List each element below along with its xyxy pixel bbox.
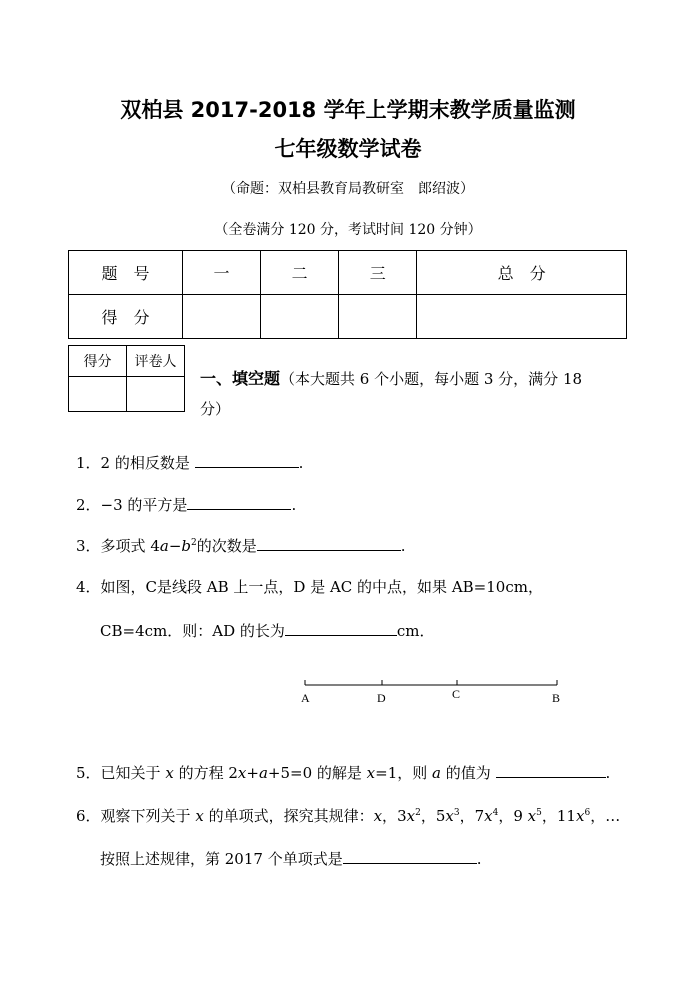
question-6-line2: 按照上述规律，第 2017 个单项式是 . bbox=[100, 850, 482, 868]
score-value-cell[interactable] bbox=[339, 295, 417, 339]
exam-note: （全卷满分 120 分，考试时间 120 分钟） bbox=[214, 222, 482, 238]
score-header-cell: 一 bbox=[183, 251, 261, 295]
score-header-cell: 二 bbox=[261, 251, 339, 295]
section-desc: （本大题共 6 个小题，每小题 3 分，满分 18 bbox=[280, 370, 583, 388]
question-4 bbox=[76, 576, 543, 597]
question-6: 6．观察下列关于 x 的单项式，探究其规律：x，$3x^2$，$5x^3$，$7x^4$，9 $x^5$，$11x^6$，… bbox=[76, 807, 621, 825]
score-table bbox=[68, 250, 627, 339]
question-text: 2 的相反数是 bbox=[100, 454, 190, 472]
score-header-cell: 题 号 bbox=[69, 251, 183, 295]
question-3: 3．多项式 $4a-b^2$的次数是 . bbox=[76, 537, 406, 555]
question-text: −3 的平方是 bbox=[100, 496, 188, 514]
grader-table bbox=[68, 345, 185, 412]
grader-score-label: 得分 bbox=[69, 346, 127, 377]
author-note: （命题：双柏县教育局教研室 郎绍波） bbox=[222, 181, 474, 197]
score-value-row bbox=[69, 295, 627, 339]
section-title: 一、填空题 bbox=[200, 369, 281, 388]
question-number: 3． bbox=[76, 537, 101, 555]
question-number: 1． bbox=[76, 454, 101, 472]
score-value-cell[interactable] bbox=[261, 295, 339, 339]
score-value-cell[interactable] bbox=[183, 295, 261, 339]
score-header-row bbox=[69, 251, 627, 295]
answer-blank[interactable] bbox=[257, 536, 401, 551]
question-number: 2． bbox=[76, 496, 101, 514]
answer-blank[interactable] bbox=[195, 453, 299, 468]
answer-blank[interactable] bbox=[187, 495, 291, 510]
question-5: 5．已知关于 x 的方程 2x+a+5=0 的解是 x=1，则 a 的值为 . bbox=[76, 764, 611, 782]
score-header-cell: 总 分 bbox=[417, 251, 627, 295]
score-header-cell: 三 bbox=[339, 251, 417, 295]
segment-diagram bbox=[290, 672, 580, 708]
exam-title: 双柏县 2017-2018 学年上学期末教学质量监测 bbox=[120, 98, 576, 122]
grader-name-cell[interactable] bbox=[127, 377, 185, 412]
answer-blank[interactable] bbox=[343, 849, 477, 864]
question-1: 1．2 的相反数是 . bbox=[76, 454, 304, 472]
question-number: 6． bbox=[76, 807, 101, 825]
score-label-cell: 得 分 bbox=[69, 295, 183, 339]
question-number: 4． bbox=[76, 578, 101, 596]
answer-blank[interactable] bbox=[496, 763, 606, 778]
question-2: 2．−3 的平方是 . bbox=[76, 496, 297, 514]
point-label-a: A bbox=[301, 691, 310, 705]
question-4-line2: CB=4cm．则：AD 的长为 cm． bbox=[100, 622, 435, 640]
score-value-cell[interactable] bbox=[417, 295, 627, 339]
grader-score-cell[interactable] bbox=[69, 377, 127, 412]
section-desc-cont: 分） bbox=[200, 400, 231, 418]
section-heading bbox=[200, 366, 582, 389]
answer-blank[interactable] bbox=[285, 621, 397, 636]
point-label-b: B bbox=[552, 691, 561, 705]
point-label-c: C bbox=[452, 687, 461, 701]
point-label-d: D bbox=[377, 691, 386, 705]
question-text: 如图，C是线段 AB 上一点，D 是 AC 的中点，如果 AB=10cm， bbox=[100, 578, 543, 596]
exam-subtitle: 七年级数学试卷 bbox=[274, 137, 422, 161]
question-number: 5． bbox=[76, 764, 101, 782]
grader-name-label: 评卷人 bbox=[127, 346, 185, 377]
